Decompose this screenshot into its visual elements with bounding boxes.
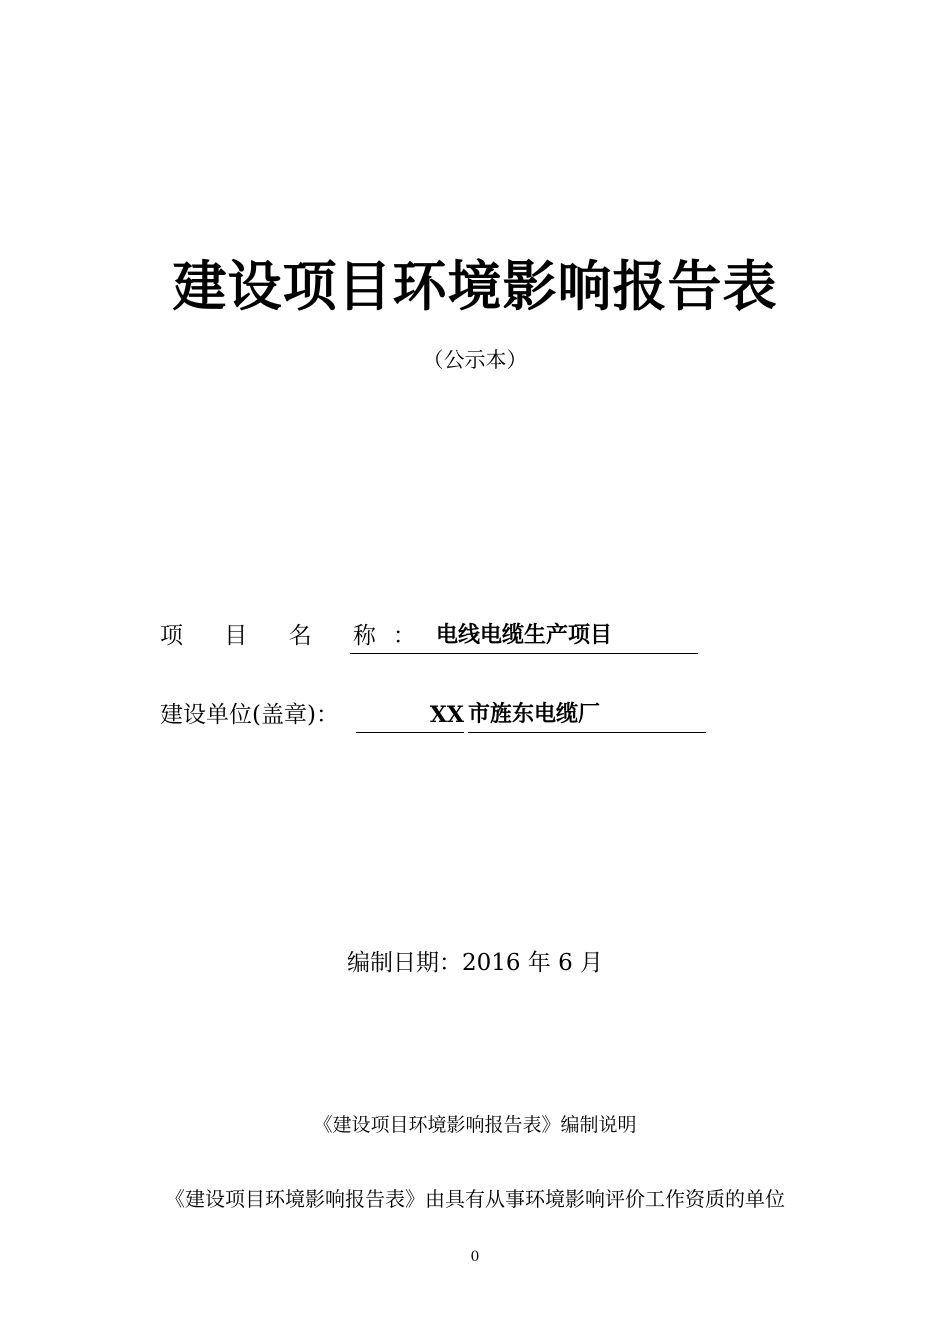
construction-unit-value-prefix: XX <box>356 697 464 733</box>
construction-unit-value: 市旌东电缆厂 <box>468 697 706 733</box>
construction-unit-label: 建设单位(盖章)： <box>160 702 339 728</box>
project-name-label: 项 目 名 称： <box>160 623 433 649</box>
document-title: 建设项目环境影响报告表 <box>172 255 778 318</box>
compilation-notes-body: 《建设项目环境影响报告表》由具有从事环境影响评价工作资质的单位 <box>165 1187 785 1211</box>
compile-date: 编制日期：2016 年 6 月 <box>346 950 604 976</box>
compilation-notes-title: 《建设项目环境影响报告表》编制说明 <box>313 1114 637 1136</box>
project-name-value: 电线电缆生产项目 <box>350 618 698 654</box>
document-subtitle: （公示本） <box>422 348 528 372</box>
page-number: 0 <box>470 1249 480 1265</box>
